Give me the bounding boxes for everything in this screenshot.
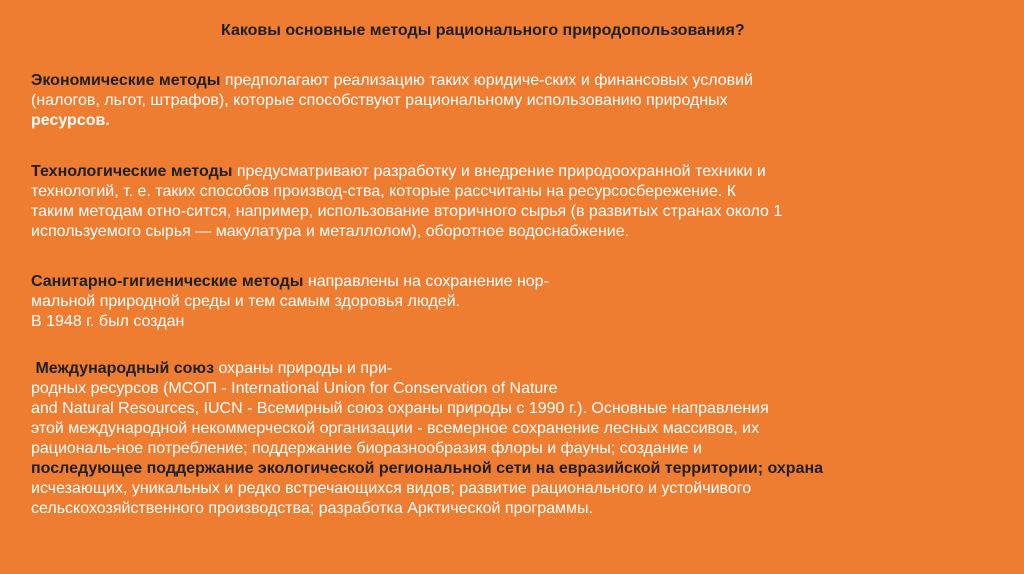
tech-text-4: используемого сырья — макулатура и металлолом), оборотное водоснабжение.	[31, 223, 630, 240]
economic-methods-term: Экономические методы	[31, 72, 221, 89]
intl-text-5: рациональ-ное потребление; поддержание биоразнообразия флоры и фауны; создание и	[31, 440, 702, 457]
intl-text-8: сельскохозяйственного производства; разработка Арктической программы.	[31, 500, 593, 517]
tech-text-3: таким методам отно-сится, например, использование вторичного сырья (в развитых странах около 1	[31, 203, 783, 220]
economic-text-3: ресурсов.	[31, 112, 110, 129]
intl-text-3: and Natural Resources, IUCN - Всемирный союз охраны природы с 1990 г.). Основные направления	[31, 400, 769, 417]
sanitary-methods-term: Санитарно-гигиенические методы	[31, 273, 304, 290]
economic-methods-paragraph	[31, 71, 991, 131]
sanitary-text-3: В 1948 г. был создан	[31, 313, 185, 330]
technological-methods-term: Технологические методы	[31, 163, 233, 180]
sanitary-methods-paragraph	[31, 272, 991, 332]
intl-text-6: последующее поддержание экологической региональной сети на евразийской территории; охрана	[31, 460, 824, 477]
intl-text-7: исчезающих, уникальных и редко встречающихся видов; развитие рационального и устойчивого	[31, 480, 752, 497]
slide-title: Каковы основные методы рационального природопользования?	[221, 22, 745, 39]
intl-text-1: охраны природы и при-	[214, 360, 393, 377]
sanitary-text-1: направлены на сохранение нор-	[303, 273, 549, 290]
tech-text-2: технологий, т. е. таких способов производ-ства, которые рассчитаны на ресурсосбережение. К	[31, 183, 737, 200]
international-union-paragraph	[31, 359, 991, 519]
economic-text-1: предполагают реализацию таких юридиче-ских и финансовых условий	[220, 72, 754, 89]
economic-line-1	[31, 71, 991, 91]
tech-line-1	[31, 162, 991, 182]
sanitary-text-2: мальной природной среды и тем самым здоровья людей.	[31, 293, 461, 310]
sanitary-line-1	[31, 272, 991, 292]
technological-methods-paragraph	[31, 162, 991, 242]
intl-text-2: родных ресурсов (МСОП - International Union for Conservation of Nature	[31, 380, 558, 397]
intl-text-4: этой международной некоммерческой организации - всемерное сохранение лесных массивов, их	[31, 420, 760, 437]
tech-text-1: предусматривают разработку и внедрение природоохранной техники и	[232, 163, 766, 180]
intl-line-1	[31, 359, 991, 379]
international-union-term: Международный союз	[35, 360, 215, 377]
economic-text-2: (налогов, льгот, штрафов), которые способствуют рациональному использованию природных	[31, 92, 728, 109]
